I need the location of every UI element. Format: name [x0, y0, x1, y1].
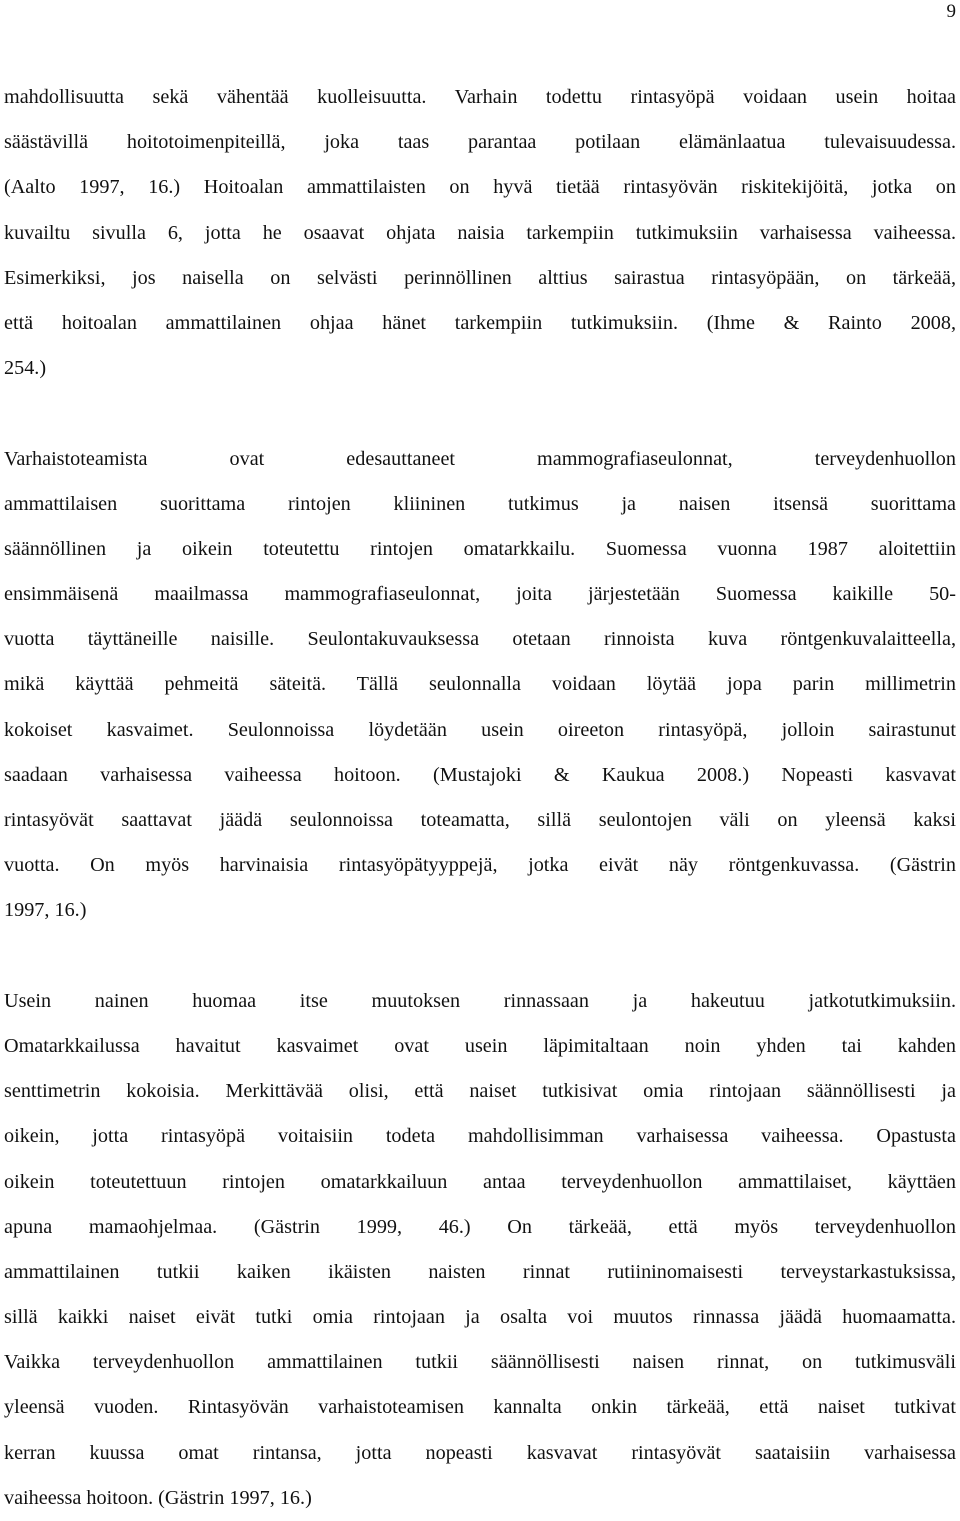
text-line: kuvailtu sivulla 6, jotta he osaavat ohjata naisia tarkempiin tutkimuksiin varhaisessa vaiheessa.: [4, 221, 956, 244]
text-line: mahdollisuutta sekä vähentää kuolleisuutta. Varhain todettu rintasyöpä voidaan usein hoitaa: [4, 86, 956, 108]
text-line: rintasyövät saattavat jäädä seulonnoissa toteamatta, sillä seulontojen väli on yleensä kaksi: [4, 809, 956, 831]
text-line: kokoiset kasvaimet. Seulonnoissa löydetään usein oireeton rintasyöpä, jolloin sairastunut: [4, 718, 956, 741]
text-line: 254.): [4, 357, 47, 380]
text-line: ammattilaisen suorittama rintojen kliininen tutkimus ja naisen itsensä suorittama: [4, 492, 956, 515]
text-line: mikä käyttää pehmeitä säteitä. Tällä seulonnalla voidaan löytää jopa parin millimetrin: [4, 673, 956, 696]
paragraph-gap: [4, 934, 956, 979]
paragraph-1: [4, 75, 956, 391]
text-line: senttimetrin kokoisia. Merkittävää olisi, että naiset tutkisivat omia rintojaan säännöllisesti ja: [4, 1080, 956, 1103]
text-line: Vaikka terveydenhuollon ammattilainen tutkii säännöllisesti naisen rinnat, on tutkimusväli: [4, 1351, 956, 1374]
text-line: Usein nainen huomaa itse muutoksen rinnassaan ja hakeutuu jatkotutkimuksiin.: [4, 989, 956, 1012]
text-line: että hoitoalan ammattilainen ohjaa hänet tarkempiin tutkimuksiin. (Ihme & Rainto 2008,: [4, 311, 956, 334]
text-line: Varhaistoteamista ovat edesauttaneet mammografiaseulonnat, terveydenhuollon: [4, 447, 956, 470]
text-line: sillä kaikki naiset eivät tutki omia rintojaan ja osalta voi muutos rinnassa jäädä huomaamatta.: [4, 1306, 956, 1329]
text-line: oikein toteutettuun rintojen omatarkkailuun antaa terveydenhuollon ammattilaiset, käyttäen: [4, 1170, 956, 1193]
paragraph-3: [4, 979, 956, 1521]
text-line: yleensä vuoden. Rintasyövän varhaistoteamisen kannalta onkin tärkeää, että naiset tutkivat: [4, 1396, 956, 1419]
text-line: Esimerkiksi, jos naisella on selvästi perinnöllinen alttius sairastua rintasyöpään, on tärkeää,: [4, 266, 956, 289]
paragraph-gap: [4, 391, 956, 436]
page-number: 9: [946, 1, 956, 22]
text-line: ensimmäisenä maailmassa mammografiaseulonnat, joita järjestetään Suomessa kaikille 50-: [4, 583, 956, 606]
text-line: kerran kuussa omat rintansa, jotta nopeasti kasvavat rintasyövät saataisiin varhaisessa: [4, 1441, 956, 1464]
text-line: Omatarkkailussa havaitut kasvaimet ovat usein läpimitaltaan noin yhden tai kahden: [4, 1034, 956, 1057]
text-line: apuna mamaohjelmaa. (Gästrin 1999, 46.) On tärkeää, että myös terveydenhuollon: [4, 1215, 956, 1238]
text-line: ammattilainen tutkii kaiken ikäisten naisten rinnat rutiininomaisesti terveystarkastuksissa,: [4, 1260, 956, 1283]
document-body: [4, 75, 956, 1521]
text-line: saadaan varhaisessa vaiheessa hoitoon. (Mustajoki & Kaukua 2008.) Nopeasti kasvavat: [4, 763, 956, 786]
text-line: 1997, 16.): [4, 899, 87, 922]
text-line: vuotta. On myös harvinaisia rintasyöpätyyppejä, jotka eivät näy röntgenkuvassa. (Gästrin: [4, 854, 956, 877]
text-line: vaiheessa hoitoon. (Gästrin 1997, 16.): [4, 1486, 312, 1509]
paragraph-2: [4, 437, 956, 934]
text-line: vuotta täyttäneille naisille. Seulontakuvauksessa otetaan rinnoista kuva röntgenkuvalaitteella,: [4, 628, 956, 651]
text-line: säännöllinen ja oikein toteutettu rintojen omatarkkailu. Suomessa vuonna 1987 aloitettiin: [4, 537, 956, 560]
text-line: säästävillä hoitotoimenpiteillä, joka taas parantaa potilaan elämänlaatua tulevaisuudessa.: [4, 131, 956, 154]
text-line: (Aalto 1997, 16.) Hoitoalan ammattilaisten on hyvä tietää rintasyövän riskitekijöitä, jotka on: [4, 176, 956, 199]
text-line: oikein, jotta rintasyöpä voitaisiin todeta mahdollisimman varhaisessa vaiheessa. Opastusta: [4, 1125, 956, 1148]
